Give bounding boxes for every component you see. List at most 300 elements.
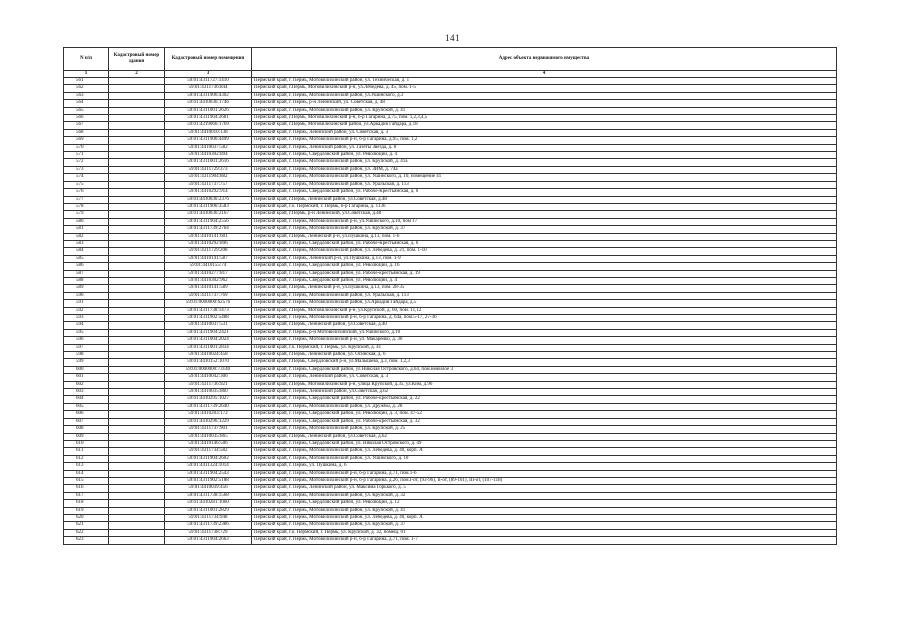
address: Пермский край, г. Пермь, Мотовилихинский район, ул. Ушинского, д. 10 [252, 455, 837, 462]
column-number-row [64, 71, 837, 78]
address: Пермский край, г. Пермь, Свердловский район, ул. Революции, д. 16 [252, 263, 837, 270]
building-cadastral-number [109, 322, 165, 329]
room-cadastral-number: 59:01:0000000:62576 [165, 300, 252, 307]
room-cadastral-number: 59:01:4311004:2024 [165, 337, 252, 344]
row-number: 607 [64, 418, 109, 425]
table-row [64, 233, 837, 240]
column-number: 1 [64, 71, 109, 78]
building-cadastral-number [109, 514, 165, 521]
room-cadastral-number: 59:01:4410010:138 [165, 129, 252, 136]
row-number: 618 [64, 500, 109, 507]
table-row [64, 218, 837, 225]
room-cadastral-number: 59:01:4311729:208 [165, 248, 252, 255]
room-cadastral-number: 59:01:4410296:1229 [165, 418, 252, 425]
row-number: 582 [64, 233, 109, 240]
address: Пермский край, г.Пермь, Ленинский район, ул.Советская, д.40 [252, 322, 837, 329]
address: Пермский край, г.Пермь, Мотовилихинский район, ул.Аркадия Гайдара, д.18 [252, 122, 837, 129]
address: Пермский край, г. Пермь, Свердловский район, ул. Рабоче-Крестьянская, д. 6 [252, 189, 837, 196]
table-row [64, 226, 837, 233]
building-cadastral-number [109, 359, 165, 366]
building-cadastral-number [109, 248, 165, 255]
table-row [64, 500, 837, 507]
building-cadastral-number [109, 152, 165, 159]
row-number: 568 [64, 129, 109, 136]
table-row [64, 292, 837, 299]
building-cadastral-number [109, 522, 165, 529]
room-cadastral-number: 59:01:4311001:2626 [165, 107, 252, 114]
table-row [64, 255, 837, 262]
table-row [64, 174, 837, 181]
row-number: 606 [64, 411, 109, 418]
row-number: 569 [64, 137, 109, 144]
table-row [64, 477, 837, 484]
row-number: 623 [64, 537, 109, 544]
room-cadastral-number: 59:01:4410036:2376 [165, 196, 252, 203]
address: Пермский край, г. Пермь, Мотовилихинский район, ул. Лебедева, д. 21, пом. 1-10 [252, 248, 837, 255]
building-cadastral-number [109, 115, 165, 122]
address: Пермский край, г. Пермь, Мотовилихинский район, ул. Дружбы, д. 28 [252, 403, 837, 410]
address: Пермский край, г. Пермь, Мотовилихинский район, ул. ЗИМ, д. 74а [252, 166, 837, 173]
building-cadastral-number [109, 485, 165, 492]
building-cadastral-number [109, 277, 165, 284]
building-cadastral-number [109, 211, 165, 218]
room-cadastral-number: 59:01:4311902:5488 [165, 315, 252, 322]
room-cadastral-number: 59:01:4410035:860 [165, 389, 252, 396]
row-number: 585 [64, 255, 109, 262]
row-number: 617 [64, 492, 109, 499]
row-number: 597 [64, 344, 109, 351]
row-number: 563 [64, 92, 109, 99]
table-row [64, 329, 837, 336]
row-number: 620 [64, 514, 109, 521]
room-cadastral-number: 59:01:4410141:589 [165, 285, 252, 292]
table-row [64, 381, 837, 388]
table-row [64, 492, 837, 499]
building-cadastral-number [109, 144, 165, 151]
room-cadastral-number: 59:01:4410037:582 [165, 144, 252, 151]
row-number: 564 [64, 100, 109, 107]
room-cadastral-number: 59:01:4311739:2386 [165, 522, 252, 529]
row-number: 608 [64, 426, 109, 433]
building-cadastral-number [109, 433, 165, 440]
address: Пермский край, г.Пермь, Ленинский район, ул.Советская, д.48 [252, 196, 837, 203]
room-cadastral-number: 59:01:4410292:896 [165, 240, 252, 247]
building-cadastral-number [109, 226, 165, 233]
table-row [64, 263, 837, 270]
address: Пермский край, г.Пермь, Ленинский р-н, ул.Пушкина, д.13, пом. 28-35 [252, 285, 837, 292]
room-cadastral-number: 59:01:4319066:1769 [165, 122, 252, 129]
property-registry-table [63, 47, 837, 545]
table-row [64, 78, 837, 85]
room-cadastral-number: 59:01:4311904:2602 [165, 455, 252, 462]
room-cadastral-number: 59:01:4410141:601 [165, 233, 252, 240]
address: Пермский край, г.Пермь, Ленинский р-н, ул.Пушкина, д.13, пом. 1-6 [252, 233, 837, 240]
address: Пермский край, г. Пермь, Мотовилихинский район, ул. Крупской, д. 41а [252, 159, 837, 166]
building-cadastral-number [109, 159, 165, 166]
table-row [64, 270, 837, 277]
address: Пермский край, г. Пермь, Мотовилихинский район, ул. Лебедева, д. 40, корп. А [252, 514, 837, 521]
row-number: 590 [64, 292, 109, 299]
address: Пермский край, г. Пермь, Мотовилихинский р-н, ул.Ушинского, д.10, пом 17 [252, 218, 837, 225]
row-number: 570 [64, 144, 109, 151]
room-cadastral-number: 59:01:4311001:2616 [165, 159, 252, 166]
building-cadastral-number [109, 129, 165, 136]
building-cadastral-number [109, 189, 165, 196]
address: Пермский край, г. Пермь, Мотовилихинский район, ул. Лебедева, д. 40, корп. А [252, 448, 837, 455]
room-cadastral-number: 59:01:4311902:5188 [165, 477, 252, 484]
row-number: 595 [64, 329, 109, 336]
row-number: 601 [64, 374, 109, 381]
address: Пермский край, г. Пермь, Мотовилихинский район, ул. Техническая, д. 1 [252, 78, 837, 85]
row-number: 571 [64, 152, 109, 159]
building-cadastral-number [109, 181, 165, 188]
row-number: 573 [64, 166, 109, 173]
building-cadastral-number [109, 507, 165, 514]
room-cadastral-number: 59:01:4311729:373 [165, 166, 252, 173]
table-row [64, 396, 837, 403]
room-cadastral-number: 59:01:4311738:1568 [165, 492, 252, 499]
building-cadastral-number [109, 426, 165, 433]
header-building-cadastral: Кадастровый номер здания [109, 48, 165, 71]
table-row [64, 107, 837, 114]
table-row [64, 315, 837, 322]
row-number: 587 [64, 270, 109, 277]
table-row [64, 307, 837, 314]
room-cadastral-number: 59:01:4311738:1473 [165, 307, 252, 314]
address: Пермский край, г. Пермь, Свердловский район, ул. Рабоче-крестьянская, д. 32 [252, 418, 837, 425]
address: Пермский край, г. Пермь, Мотовилихинский р-н, б-р Гагарина, д.26, пом.I-от, (93-96), II-от, (89-101), III-от, (107-118) [252, 477, 837, 484]
building-cadastral-number [109, 78, 165, 85]
table-row [64, 166, 837, 173]
header-row [64, 48, 837, 71]
building-cadastral-number [109, 315, 165, 322]
table-row [64, 92, 837, 99]
room-cadastral-number: 59:01:4311904:2663 [165, 537, 252, 544]
room-cadastral-number: 59:01:4410035:865 [165, 433, 252, 440]
table-row [64, 122, 837, 129]
address: Пермский край, г. Пермь, Мотовилихинский район, ул. Крупской, д. 25 [252, 426, 837, 433]
building-cadastral-number [109, 196, 165, 203]
table-row [64, 240, 837, 247]
row-number: 584 [64, 248, 109, 255]
room-cadastral-number: 59:01:4410036:2167 [165, 211, 252, 218]
row-number: 579 [64, 211, 109, 218]
building-cadastral-number [109, 448, 165, 455]
table-row [64, 529, 837, 536]
header-room-cadastral: Кадастровый номер помещения [165, 48, 252, 71]
room-cadastral-number: 59:01:4410036:1746 [165, 100, 252, 107]
room-cadastral-number: 59:01:4311738:729 [165, 529, 252, 536]
room-cadastral-number: 59:01:4410277:817 [165, 270, 252, 277]
table-row [64, 359, 837, 366]
building-cadastral-number [109, 374, 165, 381]
header-num: N п/п [64, 48, 109, 71]
building-cadastral-number [109, 107, 165, 114]
column-number: 3 [165, 71, 252, 78]
table-row [64, 537, 837, 544]
address: Пермский край, г. Пермь, Мотовилихинский р-н, б-р Гагарина, д. 64а, пом.5-17, 27-36 [252, 315, 837, 322]
address: Пермский край, г. Пермь, Мотовилихинский р-н, б-р Гагарина, д.71, пом. 1-7 [252, 537, 837, 544]
row-number: 562 [64, 85, 109, 92]
room-cadastral-number: 59:01:4410141:587 [165, 255, 252, 262]
room-cadastral-number: 59:01:4410155:74 [165, 263, 252, 270]
table-row [64, 322, 837, 329]
row-number: 616 [64, 485, 109, 492]
row-number: 591 [64, 300, 109, 307]
row-number: 588 [64, 277, 109, 284]
address: Пермский край, г.Пермь, Мотовилихинский р-н, ул.Крупской, д. 60, пом. 11,12 [252, 307, 837, 314]
table-row [64, 248, 837, 255]
address: Пермский край, г. Пермь, Ленинский район, ул. Советская, д. 3 [252, 129, 837, 136]
building-cadastral-number [109, 477, 165, 484]
table-row [64, 344, 837, 351]
room-cadastral-number: 59:01:4311906:4499 [165, 137, 252, 144]
building-cadastral-number [109, 470, 165, 477]
row-number: 572 [64, 159, 109, 166]
table-row [64, 137, 837, 144]
room-cadastral-number: 59:01:4311737:757 [165, 181, 252, 188]
room-cadastral-number: 59:01:4410302:962 [165, 277, 252, 284]
address: Пермский край, г. Пермь, Мотовилихинский р-н, б-р Гагарина, д.95, пом. 1,2 [252, 137, 837, 144]
table-row [64, 374, 837, 381]
row-number: 593 [64, 315, 109, 322]
address: Пермский край, г.Пермь, Ленинский район, ул.Советская, д.62 [252, 433, 837, 440]
row-number: 592 [64, 307, 109, 314]
address: Пермский край, г. Пермь, Свердловский район, ул. Революции, д. 4 [252, 277, 837, 284]
address: Пермский край, г. Пермь, Мотовилихинский р-н, ул. Макаренко, д. 30 [252, 337, 837, 344]
address: Пермский край, г. Пермь, Свердловский район, ул. Николая Островского, д. 49 [252, 440, 837, 447]
table-row [64, 448, 837, 455]
table-row [64, 470, 837, 477]
table-row [64, 433, 837, 440]
table-row [64, 196, 837, 203]
row-number: 561 [64, 78, 109, 85]
building-cadastral-number [109, 440, 165, 447]
address: Пермский край, г. Пермь, Свердловский район, ул. Революции, д. 3, пом. 47-52 [252, 411, 837, 418]
column-number: 4 [252, 71, 837, 78]
row-number: 603 [64, 389, 109, 396]
building-cadastral-number [109, 292, 165, 299]
address: Пермский край, г. Пермь, Мотовилихинский район, ул. Крупской, д. 37 [252, 522, 837, 529]
room-cadastral-number: 59:01:4311734:582 [165, 448, 252, 455]
room-cadastral-number: 59:01:4311906:3583 [165, 203, 252, 210]
table-row [64, 189, 837, 196]
address: Пермский край, г.Пермь, Ленинский район, ул. Осинская, д. 6 [252, 352, 837, 359]
row-number: 600 [64, 366, 109, 373]
building-cadastral-number [109, 537, 165, 544]
row-number: 612 [64, 455, 109, 462]
row-number: 575 [64, 181, 109, 188]
address: Пермский край, г. Пермь, Свердловский район, ул. Рабоче-крестьянская, д. 19 [252, 270, 837, 277]
table-row [64, 440, 837, 447]
row-number: 621 [64, 522, 109, 529]
row-number: 565 [64, 107, 109, 114]
building-cadastral-number [109, 418, 165, 425]
building-cadastral-number [109, 396, 165, 403]
building-cadastral-number [109, 100, 165, 107]
building-cadastral-number [109, 285, 165, 292]
room-cadastral-number: 59:01:4311727:1410 [165, 78, 252, 85]
row-number: 581 [64, 226, 109, 233]
building-cadastral-number [109, 389, 165, 396]
table-row [64, 485, 837, 492]
column-number: 2 [109, 71, 165, 78]
room-cadastral-number: 59:01:4311001:2834 [165, 344, 252, 351]
address: Пермский край, г.Пермь, Свердловский р-н, ул.Малышева, д.3, пом. 1,2,3 [252, 359, 837, 366]
row-number: 567 [64, 122, 109, 129]
building-cadastral-number [109, 203, 165, 210]
table-row [64, 507, 837, 514]
address: Пермский край, г.Пермь, р-н Ленинский, ул.Советская, д.48 [252, 211, 837, 218]
row-number: 583 [64, 240, 109, 247]
room-cadastral-number: 59:01:4311904:2543 [165, 470, 252, 477]
row-number: 578 [64, 203, 109, 210]
building-cadastral-number [109, 352, 165, 359]
address: Пермский край, г.Пермь, Мотовилихинский р-н, улица Крупской, д.35, ул.Ким, д.96 [252, 381, 837, 388]
table-row [64, 211, 837, 218]
building-cadastral-number [109, 411, 165, 418]
address: Пермский край, г. Пермь, р-н Ленинский, ул. Советская, д. 48 [252, 100, 837, 107]
room-cadastral-number: 59:01:4410295:1027 [165, 396, 252, 403]
room-cadastral-number: 59:01:4311739:2764 [165, 226, 252, 233]
building-cadastral-number [109, 174, 165, 181]
row-number: 604 [64, 396, 109, 403]
table-row [64, 100, 837, 107]
table-body [64, 78, 837, 545]
row-number: 614 [64, 470, 109, 477]
table-row [64, 129, 837, 136]
building-cadastral-number [109, 455, 165, 462]
row-number: 577 [64, 196, 109, 203]
table-row [64, 285, 837, 292]
table-row [64, 426, 837, 433]
room-cadastral-number: 59:01:4410203:172 [165, 411, 252, 418]
address: Пермский край, г. Пермь, Ленинский район, ул.Советская, д.62 [252, 389, 837, 396]
address: Пермский край, г. Пермь, Мотовилихинский район, ул. Крупской, д. 41 [252, 107, 837, 114]
room-cadastral-number: 59:01:4410292:914 [165, 189, 252, 196]
row-number: 610 [64, 440, 109, 447]
table-row [64, 463, 837, 470]
room-cadastral-number: 59:01:4410037:531 [165, 322, 252, 329]
address: Пермский край, г.о. Пермский, г. Пермь, б-р Гагарина, д. 113б [252, 203, 837, 210]
building-cadastral-number [109, 85, 165, 92]
building-cadastral-number [109, 337, 165, 344]
address: Пермский край, г. Пермь, р-н Мотовилихинский, ул.Ушинского, д.10 [252, 329, 837, 336]
building-cadastral-number [109, 240, 165, 247]
address: Пермский край, г. Пермь, Свердловский район, ул. Революции, д. 12 [252, 500, 837, 507]
building-cadastral-number [109, 381, 165, 388]
row-number: 596 [64, 337, 109, 344]
row-number: 566 [64, 115, 109, 122]
address: Пермский край, г. Пермь, Свердловский район, ул.Николая Островского, д.64, пом.нежилое 3 [252, 366, 837, 373]
address: Пермский край, г. Пермь, Мотовилихинский район, ул. Крупской, д. 32 [252, 492, 837, 499]
building-cadastral-number [109, 329, 165, 336]
room-cadastral-number: 59:01:4311739:2640 [165, 403, 252, 410]
row-number: 611 [64, 448, 109, 455]
row-number: 619 [64, 507, 109, 514]
row-number: 598 [64, 352, 109, 359]
table-row [64, 203, 837, 210]
building-cadastral-number [109, 263, 165, 270]
address: Пермский край, г. Пермь, Мотовилихинский район, ул. Ушинского, д. 10, помещение 41 [252, 174, 837, 181]
address: Пермский край, г.Пермь, Мотовилихинский р-н, б-р Гагарина, д.75, пом. 1,2,3,4,5 [252, 115, 837, 122]
table-row [64, 159, 837, 166]
address: Пермский край, г. Пермь, Мотовилихинский район, ул. Крупской, д. 41 [252, 507, 837, 514]
building-cadastral-number [109, 137, 165, 144]
address: Пермский край, г. Пермь, Мотовилихинский район, ул. Крупской, д. 37 [252, 226, 837, 233]
table-row [64, 403, 837, 410]
table-row [64, 300, 837, 307]
building-cadastral-number [109, 300, 165, 307]
building-cadastral-number [109, 500, 165, 507]
address: Пермский край, г.о. Пермский, г. Пермь, ул. Крупской, д. 41 [252, 344, 837, 351]
table-row [64, 337, 837, 344]
page-number: 141 [445, 33, 460, 43]
room-cadastral-number: 59:01:4311904:2556 [165, 218, 252, 225]
address: Пермский край, г. Пермь, Свердловский район, ул. Рабоче-Крестьянская, д. 6 [252, 240, 837, 247]
address: Пермский край, г.о. Пермский, г. Пермь, ул. Крупской, д. 32, помещ. 01 [252, 529, 837, 536]
address: Пермский край, г. Пермь, Ленинский район, ул. Газеты Звезда, д. 8 [252, 144, 837, 151]
table-row [64, 152, 837, 159]
row-number: 613 [64, 463, 109, 470]
header-address: Адрес объекта недвижимого имущества [252, 48, 837, 71]
address: Пермский край, г. Пермь, Мотовилихинский район, ул.Ушинского, д.3 [252, 92, 837, 99]
building-cadastral-number [109, 166, 165, 173]
room-cadastral-number: 59:01:4311906:4302 [165, 92, 252, 99]
building-cadastral-number [109, 233, 165, 240]
table-row [64, 455, 837, 462]
room-cadastral-number: 59:01:4311736:844 [165, 85, 252, 92]
building-cadastral-number [109, 122, 165, 129]
room-cadastral-number: 59:01:4311737:769 [165, 292, 252, 299]
room-cadastral-number: 59:01:4311737:901 [165, 426, 252, 433]
address: Пермский край, г. Пермь, Свердловский район, ул. Рабоче-крестьянская, д. 22 [252, 396, 837, 403]
address: Пермский край, г. Пермь, Ленинский район, ул. Максима Горького, д. 5 [252, 485, 837, 492]
building-cadastral-number [109, 92, 165, 99]
address: Пермский край, г. Пермь, Мотовилихинский р-н, б-р Гагарина, д.71, пом.1-6 [252, 470, 837, 477]
building-cadastral-number [109, 366, 165, 373]
building-cadastral-number [109, 218, 165, 225]
table-row [64, 389, 837, 396]
room-cadastral-number: 59:01:4410302:894 [165, 152, 252, 159]
table-row [64, 277, 837, 284]
table-row [64, 366, 837, 373]
row-number: 615 [64, 477, 109, 484]
table-row [64, 115, 837, 122]
room-cadastral-number: 59:01:4311904:882 [165, 174, 252, 181]
room-cadastral-number: 59:01:4410281:1060 [165, 500, 252, 507]
room-cadastral-number: 59:01:4410039:456 [165, 485, 252, 492]
row-number: 589 [64, 285, 109, 292]
building-cadastral-number [109, 492, 165, 499]
address: Пермский край, г. Пермь, Мотовилихинский район, ул. Уральская, д. 113 [252, 181, 837, 188]
row-number: 599 [64, 359, 109, 366]
room-cadastral-number: 59:01:4410042:306 [165, 374, 252, 381]
building-cadastral-number [109, 344, 165, 351]
building-cadastral-number [109, 463, 165, 470]
room-cadastral-number: 59:01:4410146:506 [165, 440, 252, 447]
table-row [64, 411, 837, 418]
building-cadastral-number [109, 307, 165, 314]
address: Пермский край, г.Пермь, Мотовилихинский р-н, ул.Лебедева, д. 45, пом. 1-5 [252, 85, 837, 92]
building-cadastral-number [109, 270, 165, 277]
row-number: 602 [64, 381, 109, 388]
building-cadastral-number [109, 403, 165, 410]
row-number: 580 [64, 218, 109, 225]
address: Пермский край, г. Пермь, Свердловский район, ул. Революции, д. 4 [252, 152, 837, 159]
table-row [64, 181, 837, 188]
room-cadastral-number: 59:01:4311734:948 [165, 514, 252, 521]
